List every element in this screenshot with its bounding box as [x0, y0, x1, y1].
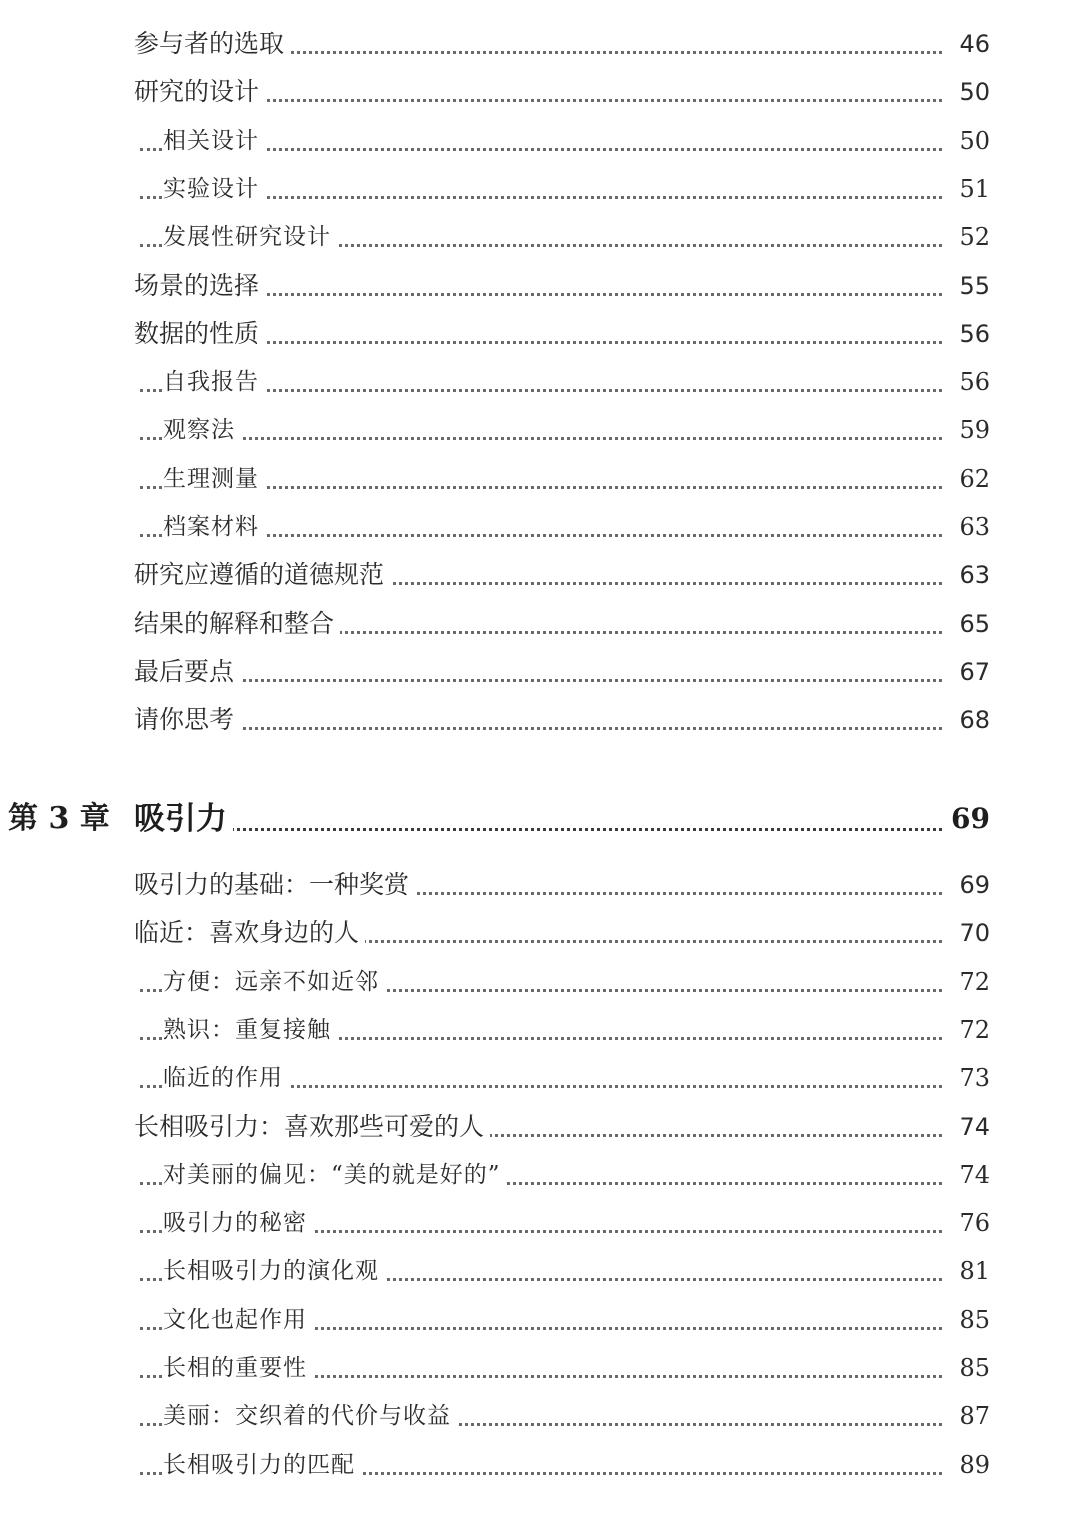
toc-entry — [0, 700, 1080, 740]
toc-entry-title: 结果的解释和整合 — [134, 604, 340, 644]
toc-entry-title: 长相吸引力的匹配 — [163, 1445, 361, 1485]
toc-entry-title: 吸引力的秘密 — [163, 1203, 313, 1243]
toc-entry-page-number: 50 — [944, 72, 990, 112]
toc-entry — [0, 865, 1080, 905]
toc-entry — [0, 1251, 1080, 1291]
toc-entry — [0, 266, 1080, 306]
toc-entry-page-number: 76 — [944, 1203, 990, 1243]
toc-entry-page-number: 72 — [944, 1010, 990, 1050]
toc-entry-title: 发展性研究设计 — [163, 217, 337, 257]
toc-entry — [0, 652, 1080, 692]
toc-entry-title: 最后要点 — [134, 652, 240, 692]
toc-entry-page-number: 68 — [944, 700, 990, 740]
toc-entry — [0, 1010, 1080, 1050]
toc-entry — [0, 1396, 1080, 1436]
toc-entry-page-number: 62 — [944, 459, 990, 499]
toc-entry-page-number: 56 — [944, 362, 990, 402]
toc-entry — [0, 121, 1080, 161]
dot-leader — [140, 679, 954, 682]
toc-entry-page-number: 67 — [944, 652, 990, 692]
toc-entry-page-number: 81 — [944, 1251, 990, 1291]
dot-leader — [140, 828, 954, 831]
toc-entry-page-number: 50 — [944, 121, 990, 161]
toc-entry-title: 熟识：重复接触 — [163, 1010, 337, 1050]
toc-entry — [0, 72, 1080, 112]
toc-entry — [0, 962, 1080, 1002]
dot-leader — [140, 437, 954, 440]
toc-entry — [0, 362, 1080, 402]
toc-entry-title: 方便：远亲不如近邻 — [163, 962, 385, 1002]
toc-entry-title: 实验设计 — [163, 169, 265, 209]
toc-entry — [0, 459, 1080, 499]
toc-entry — [0, 507, 1080, 547]
toc-entry-page-number: 46 — [944, 24, 990, 64]
toc-entry-title: 美丽：交织着的代价与收益 — [163, 1396, 457, 1436]
toc-entry-page-number: 63 — [944, 507, 990, 547]
toc-entry-page-number: 85 — [944, 1348, 990, 1388]
toc-entry-title: 档案材料 — [163, 507, 265, 547]
toc-entry — [0, 555, 1080, 595]
toc-entry-title: 临近的作用 — [163, 1058, 289, 1098]
chapter-heading — [0, 796, 1080, 842]
toc-entry — [0, 1445, 1080, 1485]
toc-entry — [0, 169, 1080, 209]
chapter-number: 第 3 章 — [8, 796, 110, 842]
toc-entry — [0, 314, 1080, 354]
toc-entry-title: 研究的设计 — [134, 72, 265, 112]
toc-entry-title: 吸引力的基础：一种奖赏 — [134, 865, 415, 905]
toc-entry-title: 临近：喜欢身边的人 — [134, 913, 365, 953]
toc-entry-title: 对美丽的偏见：“美的就是好的” — [163, 1155, 507, 1195]
toc-entry-page-number: 63 — [944, 555, 990, 595]
toc-entry-page-number: 72 — [944, 962, 990, 1002]
toc-entry-page-number: 70 — [944, 913, 990, 953]
toc-entry-page-number: 74 — [944, 1155, 990, 1195]
toc-entry-page-number: 85 — [944, 1300, 990, 1340]
toc-entry-page-number: 65 — [944, 604, 990, 644]
toc-entry-title: 参与者的选取 — [134, 24, 290, 64]
toc-entry — [0, 1203, 1080, 1243]
chapter-title: 吸引力 — [134, 796, 233, 842]
toc-entry — [0, 913, 1080, 953]
toc-entry — [0, 1300, 1080, 1340]
toc-entry — [0, 604, 1080, 644]
toc-entry-title: 自我报告 — [163, 362, 265, 402]
toc-entry-page-number: 87 — [944, 1396, 990, 1436]
toc-entry-page-number: 59 — [944, 410, 990, 450]
toc-entry-title: 生理测量 — [163, 459, 265, 499]
toc-entry-page-number: 89 — [944, 1445, 990, 1485]
toc-entry — [0, 1155, 1080, 1195]
chapter-page-number: 69 — [944, 796, 990, 842]
toc-entry-page-number: 56 — [944, 314, 990, 354]
toc-entry-title: 研究应遵循的道德规范 — [134, 555, 390, 595]
toc-entry — [0, 410, 1080, 450]
toc-entry-title: 长相吸引力：喜欢那些可爱的人 — [134, 1107, 490, 1147]
toc-entry-title: 相关设计 — [163, 121, 265, 161]
toc-entry-page-number: 74 — [944, 1107, 990, 1147]
toc-entry-title: 数据的性质 — [134, 314, 265, 354]
toc-entry-title: 长相吸引力的演化观 — [163, 1251, 385, 1291]
toc-entry-title: 场景的选择 — [134, 266, 265, 306]
toc-entry-page-number: 69 — [944, 865, 990, 905]
toc-entry — [0, 1107, 1080, 1147]
toc-entry-page-number: 55 — [944, 266, 990, 306]
toc-entry-title: 观察法 — [163, 410, 241, 450]
toc-entry-page-number: 73 — [944, 1058, 990, 1098]
toc-entry-title: 文化也起作用 — [163, 1300, 313, 1340]
toc-entry — [0, 217, 1080, 257]
toc-entry-title: 请你思考 — [134, 700, 240, 740]
dot-leader — [140, 727, 954, 730]
toc-entry — [0, 1348, 1080, 1388]
toc-entry — [0, 24, 1080, 64]
toc-entry-page-number: 52 — [944, 217, 990, 257]
toc-entry-page-number: 51 — [944, 169, 990, 209]
toc-entry — [0, 1058, 1080, 1098]
toc-entry-title: 长相的重要性 — [163, 1348, 313, 1388]
